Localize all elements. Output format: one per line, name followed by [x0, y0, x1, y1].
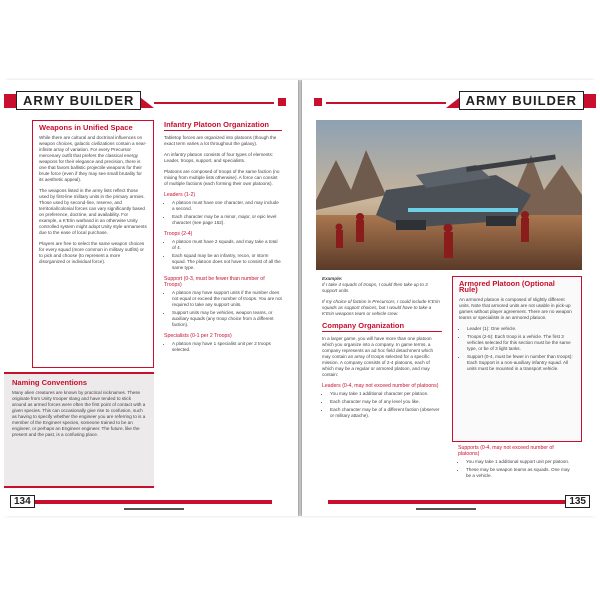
armored-supports-list [458, 459, 574, 479]
company-column [322, 276, 442, 423]
naming-text: Many alien creatures are known by practical nicknames. These originate from Unity trooper slang and have tended to stick around as armed forces were often the first point of contact with a given species. This can occasionally give rise to confusion, such as having to specify whether the engineer you are referring to is a member of the Engineer species, someone trained to be an engineer, or perhaps an Engineer engineer. The future, like the present and the past, is a confusing place. [12, 390, 146, 437]
company-heading: Company Organization [322, 323, 442, 332]
header-decoration-line-right [326, 102, 446, 104]
header-decoration-square-right [314, 98, 322, 106]
troops-list [164, 239, 282, 271]
footer-bar-right [328, 500, 568, 504]
support-list [164, 290, 282, 328]
infantry-section [164, 122, 282, 357]
list-item: • You may take 1 additional character per platoon. [330, 391, 442, 397]
page-number-right: 135 [565, 495, 590, 508]
example-line-1: If I take 4 squads of troops, I could then take up to 3 support units. [322, 282, 428, 293]
specialists-heading: Specialists (0-1 per 2 Troops) [164, 333, 232, 339]
armored-supports-section [458, 440, 574, 483]
example-line-2: If my choice of faction is Precursors, I could include K'Erin squads as support choices, but I would have to take a K'Erin weapons team or vehicle crew. [322, 299, 440, 316]
page-number-left: 134 [10, 495, 35, 508]
page-header-title-right: ARMY BUILDER [459, 91, 584, 110]
armored-platoon-box [452, 276, 582, 442]
hover-tank-illustration [316, 120, 582, 270]
infantry-paragraph-2: An infantry platoon consists of four types of elements: Leader, troops, support, and specialists. [164, 152, 274, 163]
page-header-title-left: ARMY BUILDER [16, 91, 141, 110]
weapons-paragraph-2: The weapons listed in the army lists reflect those used by first-line military units in the primary armies. Those used by second-line, reserve, and territorial/colonial forces can vary significantly based on preference, doctrine, and availability. For example, a K'Erin warband in an otherwise Unity controlled system might adopt Unity style armaments due to the ease of local purchase. [39, 188, 147, 235]
footer-dash-left [124, 508, 184, 510]
leaders-heading: Leaders (1-2) [164, 192, 196, 198]
list-item: • You may take 1 additional support unit per platoon. [466, 459, 574, 465]
example-label: Example: [322, 276, 343, 281]
weapons-paragraph-3: Players are free to select the same weapon choices for every squad (more common in military outfits) or to pick and choose (to represent a more disorganized or individual force). [39, 241, 145, 264]
armored-supports-heading: Supports (0-4, may not exceed number of platoons) [458, 445, 554, 457]
list-item: • These may be weapon teams as squads. One may be a vehicle. [466, 467, 574, 479]
weapons-section [32, 120, 154, 368]
company-leaders-list [322, 391, 442, 419]
weapons-heading: Weapons in Unified Space [39, 123, 133, 132]
company-leaders-heading: Leaders (0-4, may not exceed number of platoons) [322, 383, 439, 389]
footer-dash-right [416, 508, 476, 510]
left-page [4, 80, 298, 516]
leaders-list [164, 200, 282, 226]
weapons-paragraph-1: While there are cultural and doctrinal influences on weapon choices, galactic civilizations contain a near-infinite array of variation. For every Precursor mercenary outfit that prefers the classical energy weapons for their elegance and precision, there is one that favors ballistic projectile weapons for their brute force (even if they may see small brutality for its aesthetic appeal). [39, 135, 147, 182]
list-item: • Troops (2-5): Each troop is a vehicle. The first 3 vehicles selected for this section must be the same type, or be of 3 light tanks. [467, 334, 575, 352]
naming-heading: Naming Conventions [12, 378, 88, 387]
naming-conventions-box [4, 372, 154, 488]
right-page [302, 80, 596, 516]
list-item: • A platoon may have 1 specialist unit per 2 troops selected. [172, 341, 282, 353]
armored-text: An armored platoon is composed of slightly different units. Note that armored units are not usable in pick-up games without player agreement. There are no weapon teams or specialists in an armored platoon. [459, 297, 572, 320]
support-heading: Support (0-3, must be fewer than number of Troops) [164, 276, 265, 288]
footer-bar-left [32, 500, 272, 504]
illustration-svg [316, 120, 582, 270]
list-item: • A platoon must have one character, and may include a second. [172, 200, 282, 212]
list-item: • Each character may be of any level you like. [330, 399, 442, 405]
infantry-paragraph-3: Platoons are composed of troops of the same faction (no mixing from multiple lists otherwise). A force can consist of multiple factions (each forming their own platoons). [164, 169, 280, 186]
specialists-list [164, 341, 282, 353]
list-item: • Leader (1): One vehicle. [467, 326, 575, 332]
list-item: • Support units may be vehicles, weapon teams, or auxiliary squads (any troop choice from a different faction). [172, 310, 282, 328]
list-item: • Each squad may be an infantry, recon, or storm squad. The platoon does not have to consist of all the same type. [172, 253, 282, 271]
infantry-paragraph-1: Tabletop forces are organized into platoons (though the exact term varies a lot throughout the galaxy). [164, 135, 277, 146]
company-text: In a larger game, you will have more than one platoon which you organize into a company. In game terms, a company represents an ad hoc field detachment which may contain an array of troops selected for a specific mission. A company consists of 2-4 platoons, each of which may be a regular or armored platoon, and may contain: [322, 336, 434, 377]
header-decoration-square-left [278, 98, 286, 106]
armored-list [459, 326, 575, 372]
header-decoration-line-left [154, 102, 274, 104]
list-item: • Each character may be a minor, major, or epic level character (see page 152). [172, 214, 282, 226]
list-item: • Support (0-4, must be fewer in number than troops): Each Support is a non-auxiliary infantry squad. All units must be mounted in a transport vehicle. [467, 354, 575, 372]
list-item: • A platoon may have support units if the number does not equal or exceed the number of troops. You are not required to take any support units. [172, 290, 282, 308]
list-item: • Each character may be of a different faction (observer or military attache). [330, 407, 442, 419]
armored-heading: Armored Platoon (Optional Rule) [459, 279, 555, 294]
troops-heading: Troops (2-4) [164, 231, 193, 237]
list-item: • A platoon must have 2 squads, and may take a total of 4. [172, 239, 282, 251]
infantry-heading: Infantry Platoon Organization [164, 122, 282, 131]
